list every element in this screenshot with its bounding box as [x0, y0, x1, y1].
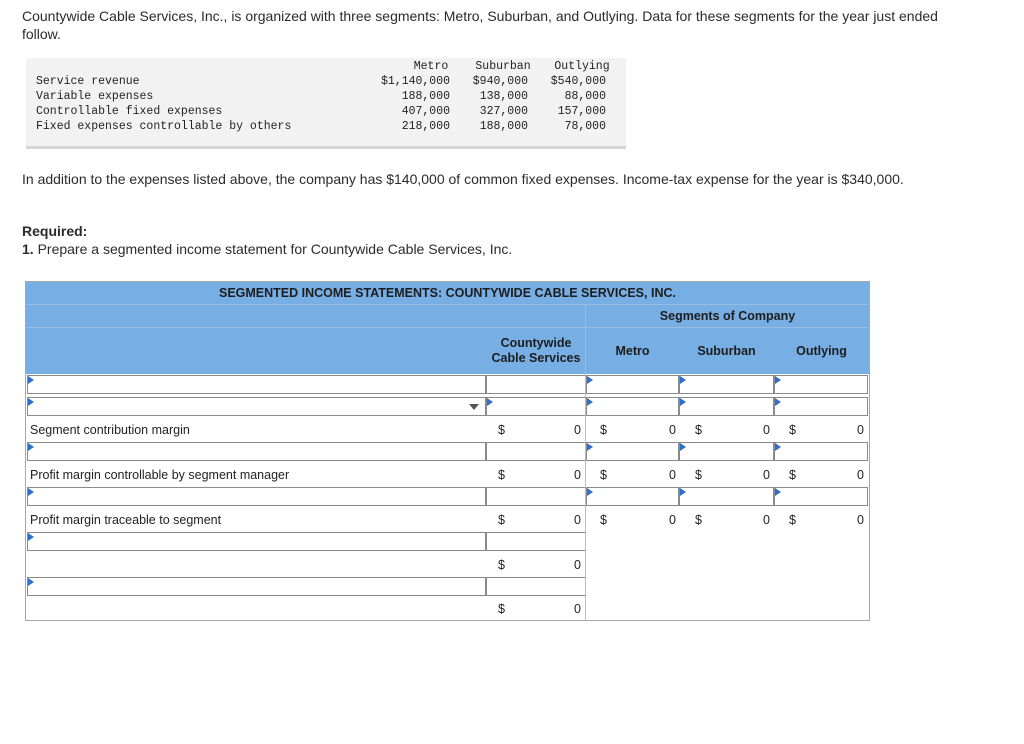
line-item-dropdown[interactable]	[27, 397, 486, 416]
amount-input-countywide-4[interactable]	[486, 487, 586, 506]
data-cell: 138,000	[479, 90, 528, 103]
data-cell: $940,000	[472, 75, 528, 88]
data-row-variable-expenses	[26, 90, 626, 105]
amount-input-outlying-4[interactable]	[774, 487, 868, 506]
col-header-outlying: Outlying	[796, 344, 847, 358]
data-cell: 188,000	[479, 120, 528, 133]
total-outlying-scm: 0	[857, 423, 864, 437]
amount-input-metro-3[interactable]	[586, 442, 679, 461]
total-countywide-scm: 0	[574, 423, 581, 437]
input-marker-icon	[487, 398, 493, 406]
amount-input-countywide-3[interactable]	[486, 442, 586, 461]
header-divider	[585, 305, 586, 374]
data-header-outlying: Outlying	[554, 60, 610, 73]
segment-data-table	[26, 58, 626, 149]
currency-symbol: $	[789, 468, 796, 482]
line-item-input-4[interactable]	[27, 487, 486, 506]
input-marker-icon	[587, 398, 593, 406]
input-marker-icon	[28, 488, 34, 496]
col-header-countywide: Countywide Cable Services	[491, 336, 581, 365]
total-countywide-controllable: 0	[574, 468, 581, 482]
required-item	[22, 240, 962, 258]
amount-input-outlying-3[interactable]	[774, 442, 868, 461]
total-countywide-pretax: 0	[574, 558, 581, 572]
total-outlying-traceable: 0	[857, 513, 864, 527]
data-row-label: Controllable fixed expenses	[36, 105, 223, 118]
currency-symbol: $	[789, 513, 796, 527]
total-metro-controllable: 0	[669, 468, 676, 482]
total-suburban-controllable: 0	[763, 468, 770, 482]
required-text: Prepare a segmented income statement for Countywide Cable Services, Inc.	[33, 241, 513, 257]
input-marker-icon	[680, 376, 686, 384]
data-cell: $540,000	[550, 75, 606, 88]
input-marker-icon	[28, 578, 34, 586]
currency-symbol: $	[498, 513, 505, 527]
input-marker-icon	[28, 376, 34, 384]
amount-input-countywide-6[interactable]	[486, 577, 586, 596]
input-marker-icon	[680, 443, 686, 451]
label-segment-contribution-margin: Segment contribution margin	[30, 423, 190, 437]
currency-symbol: $	[695, 468, 702, 482]
data-table-header-row	[26, 60, 626, 75]
required-number: 1.	[22, 241, 34, 257]
input-marker-icon	[680, 488, 686, 496]
line-item-input-5[interactable]	[27, 532, 486, 551]
label-traceable-margin: Profit margin traceable to segment	[30, 513, 222, 527]
total-outlying-controllable: 0	[857, 468, 864, 482]
segments-header-bar	[26, 305, 869, 327]
input-marker-icon	[680, 398, 686, 406]
currency-symbol: $	[498, 602, 505, 616]
total-countywide-net: 0	[574, 602, 581, 616]
currency-symbol: $	[600, 468, 607, 482]
data-row-controllable-fixed	[26, 105, 626, 120]
total-suburban-scm: 0	[763, 423, 770, 437]
statement-title-bar	[26, 282, 869, 305]
additional-info-text: In addition to the expenses listed above, the company has $140,000 of common fixed expenses. Income-tax expense for the year is $340,000.	[22, 171, 904, 187]
amount-input-suburban-2[interactable]	[679, 397, 774, 416]
col-header-metro: Metro	[615, 344, 650, 358]
input-marker-icon	[28, 443, 34, 451]
amount-input-countywide-2[interactable]	[486, 397, 586, 416]
currency-symbol: $	[695, 423, 702, 437]
amount-input-metro-2[interactable]	[586, 397, 679, 416]
currency-symbol: $	[498, 468, 505, 482]
amount-input-suburban-3[interactable]	[679, 442, 774, 461]
amount-input-outlying-2[interactable]	[774, 397, 868, 416]
data-header-suburban: Suburban	[475, 60, 531, 73]
label-controllable-margin: Profit margin controllable by segment manager	[30, 468, 290, 482]
data-cell: 78,000	[564, 120, 606, 133]
data-row-fixed-by-others	[26, 120, 626, 135]
input-marker-icon	[587, 488, 593, 496]
col-header-suburban: Suburban	[697, 344, 756, 358]
required-heading: Required:	[22, 223, 88, 239]
data-cell: 327,000	[479, 105, 528, 118]
segments-header: Segments of Company	[659, 309, 796, 323]
data-cell: 188,000	[401, 90, 450, 103]
input-marker-icon	[775, 376, 781, 384]
chevron-down-icon	[469, 404, 479, 410]
data-row-label: Fixed expenses controllable by others	[36, 120, 292, 133]
input-marker-icon	[775, 398, 781, 406]
line-item-input-6[interactable]	[27, 577, 486, 596]
data-cell: 88,000	[564, 90, 606, 103]
currency-symbol: $	[789, 423, 796, 437]
currency-symbol: $	[498, 423, 505, 437]
total-countywide-traceable: 0	[574, 513, 581, 527]
total-suburban-traceable: 0	[763, 513, 770, 527]
amount-input-outlying-1[interactable]	[774, 375, 868, 394]
segmented-income-statement	[25, 281, 870, 621]
input-marker-icon	[587, 376, 593, 384]
data-row-label: Service revenue	[36, 75, 140, 88]
amount-input-metro-1[interactable]	[586, 375, 679, 394]
column-header-bar	[26, 327, 869, 374]
data-cell: 407,000	[401, 105, 450, 118]
column-divider	[585, 374, 586, 620]
data-header-metro: Metro	[413, 60, 449, 73]
data-row-label: Variable expenses	[36, 90, 154, 103]
total-metro-scm: 0	[669, 423, 676, 437]
amount-input-suburban-4[interactable]	[679, 487, 774, 506]
input-marker-icon	[587, 443, 593, 451]
currency-symbol: $	[600, 513, 607, 527]
currency-symbol: $	[600, 423, 607, 437]
input-marker-icon	[775, 488, 781, 496]
currency-symbol: $	[695, 513, 702, 527]
statement-title: SEGMENTED INCOME STATEMENTS: COUNTYWIDE CABLE SERVICES, INC.	[219, 286, 676, 300]
data-cell: 157,000	[557, 105, 606, 118]
amount-input-suburban-1[interactable]	[679, 375, 774, 394]
amount-input-countywide-5[interactable]	[486, 532, 586, 551]
data-row-service-revenue	[26, 75, 626, 90]
amount-input-countywide-1[interactable]	[486, 375, 586, 394]
input-marker-icon	[28, 398, 34, 406]
intro-text: Countywide Cable Services, Inc., is organized with three segments: Metro, Suburban, and Outlying. Data for these segments for the year just ended follow.	[22, 8, 938, 42]
amount-input-metro-4[interactable]	[586, 487, 679, 506]
data-cell: $1,140,000	[380, 75, 450, 88]
input-marker-icon	[28, 533, 34, 541]
total-metro-traceable: 0	[669, 513, 676, 527]
line-item-input-1[interactable]	[27, 375, 486, 394]
data-cell: 218,000	[401, 120, 450, 133]
input-marker-icon	[775, 443, 781, 451]
currency-symbol: $	[498, 558, 505, 572]
line-item-input-3[interactable]	[27, 442, 486, 461]
